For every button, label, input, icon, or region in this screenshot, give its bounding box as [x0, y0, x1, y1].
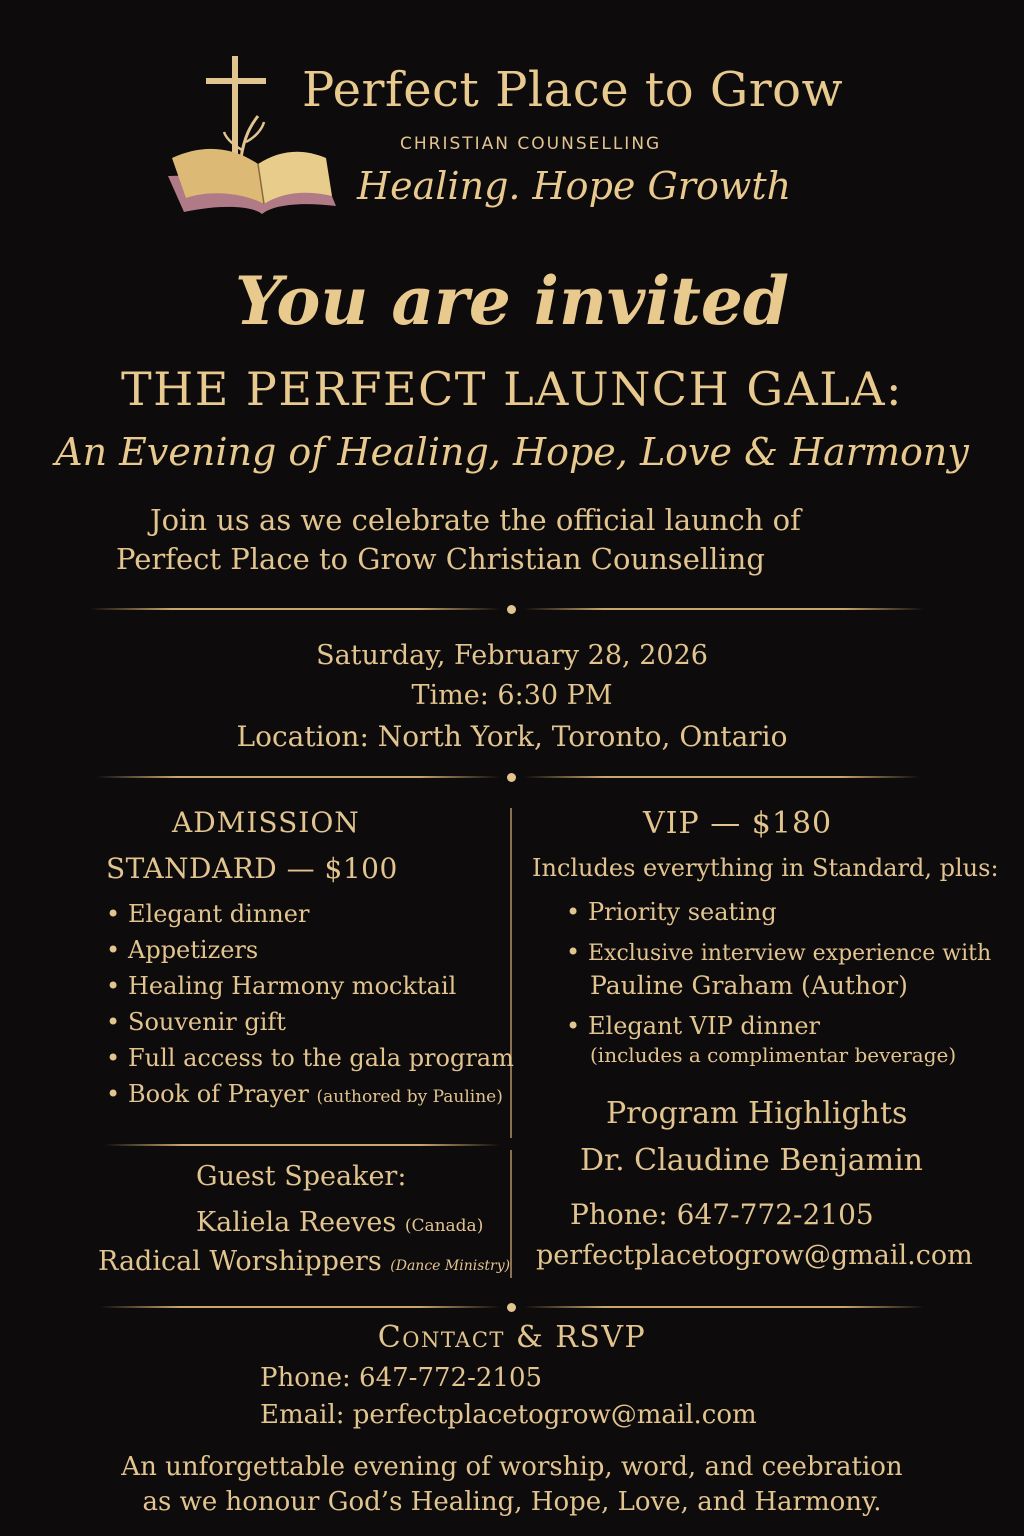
guest-heading: Guest Speaker:: [196, 1161, 407, 1192]
speaker-note: (Canada): [404, 1216, 484, 1236]
closing-line-2: as we honour God’s Healing, Hope, Love, and Harmony.: [142, 1487, 882, 1517]
list-item: • Appetizers: [106, 932, 514, 968]
speaker-note: (Dance Ministry): [390, 1258, 511, 1274]
divider-dot: [507, 605, 516, 614]
list-item-detail: Pauline Graham (Author): [590, 971, 908, 1000]
guest-speaker-1: [196, 1207, 483, 1238]
contact-email: Email: perfectplacetogrow@mail.com: [260, 1400, 757, 1430]
closing-line-1: An unforgettable evening of worship, word, and ceebration: [121, 1452, 903, 1482]
speaker-name: Radical Worshippers: [98, 1246, 382, 1277]
vip-includes: Includes everything in Standard, plus:: [532, 854, 999, 882]
brand-subtitle: CHRISTIAN COUNSELLING: [400, 134, 662, 154]
column-separator: [510, 1150, 512, 1278]
standard-heading: STANDARD — $100: [106, 852, 398, 885]
contact-phone: Phone: 647-772-2105: [260, 1363, 543, 1393]
divider: [96, 776, 500, 778]
list-item: [566, 896, 991, 928]
program-phone: Phone: 647-772-2105: [570, 1198, 874, 1231]
event-location: Location: North York, Toronto, Ontario: [236, 720, 788, 753]
divider: [524, 608, 924, 610]
intro-line-2: Perfect Place to Grow Christian Counselling: [116, 542, 765, 576]
list-item: [566, 1010, 991, 1068]
intro-line-1: Join us as we celebrate the official launch of: [150, 503, 801, 537]
event-date: Saturday, February 28, 2026: [316, 640, 708, 671]
list-item: • Souvenir gift: [106, 1004, 514, 1040]
standard-list: [106, 896, 514, 1115]
program-host: Dr. Claudine Benjamin: [580, 1143, 924, 1178]
divider: [524, 776, 920, 778]
admission-heading: ADMISSION: [172, 806, 360, 839]
speaker-name: Kaliela Reeves: [196, 1207, 397, 1238]
divider: [524, 1306, 924, 1308]
divider: [100, 1306, 500, 1308]
vip-heading: VIP — $180: [643, 806, 833, 841]
program-email: perfectplacetogrow@gmail.com: [536, 1240, 973, 1271]
event-title: THE PERFECT LAUNCH GALA:: [120, 362, 904, 416]
list-item-label: Exclusive interview experience with: [588, 941, 992, 966]
brand-tagline: Healing. Hope Growth: [357, 164, 792, 208]
event-time: Time: 6:30 PM: [411, 680, 613, 711]
list-item: [106, 1076, 514, 1115]
list-item: [566, 936, 991, 1002]
divider-dot: [507, 1303, 516, 1312]
contact-heading: Contact & RSVP: [377, 1320, 647, 1355]
divider: [90, 608, 500, 610]
brand-name: Perfect Place to Grow: [302, 62, 844, 118]
list-item-detail: (includes a complimentar beverage): [590, 1043, 957, 1067]
list-item-label: Elegant VIP dinner: [588, 1012, 821, 1040]
list-item-label: Priority seating: [588, 898, 777, 926]
guest-speaker-2: [98, 1246, 510, 1277]
divider: [104, 1144, 500, 1146]
list-item-label: Book of Prayer: [128, 1080, 309, 1108]
list-item: • Elegant dinner: [106, 896, 514, 932]
vip-list: [566, 896, 991, 1068]
program-heading: Program Highlights: [606, 1096, 908, 1131]
list-item: • Full access to the gala program: [106, 1040, 514, 1076]
list-item: • Healing Harmony mocktail: [106, 968, 514, 1004]
divider-dot: [507, 773, 516, 782]
invite-headline: You are invited: [235, 262, 789, 340]
event-subtitle: An Evening of Healing, Hope, Love & Harmony: [55, 430, 969, 474]
list-item-note: (authored by Pauline): [316, 1087, 503, 1107]
